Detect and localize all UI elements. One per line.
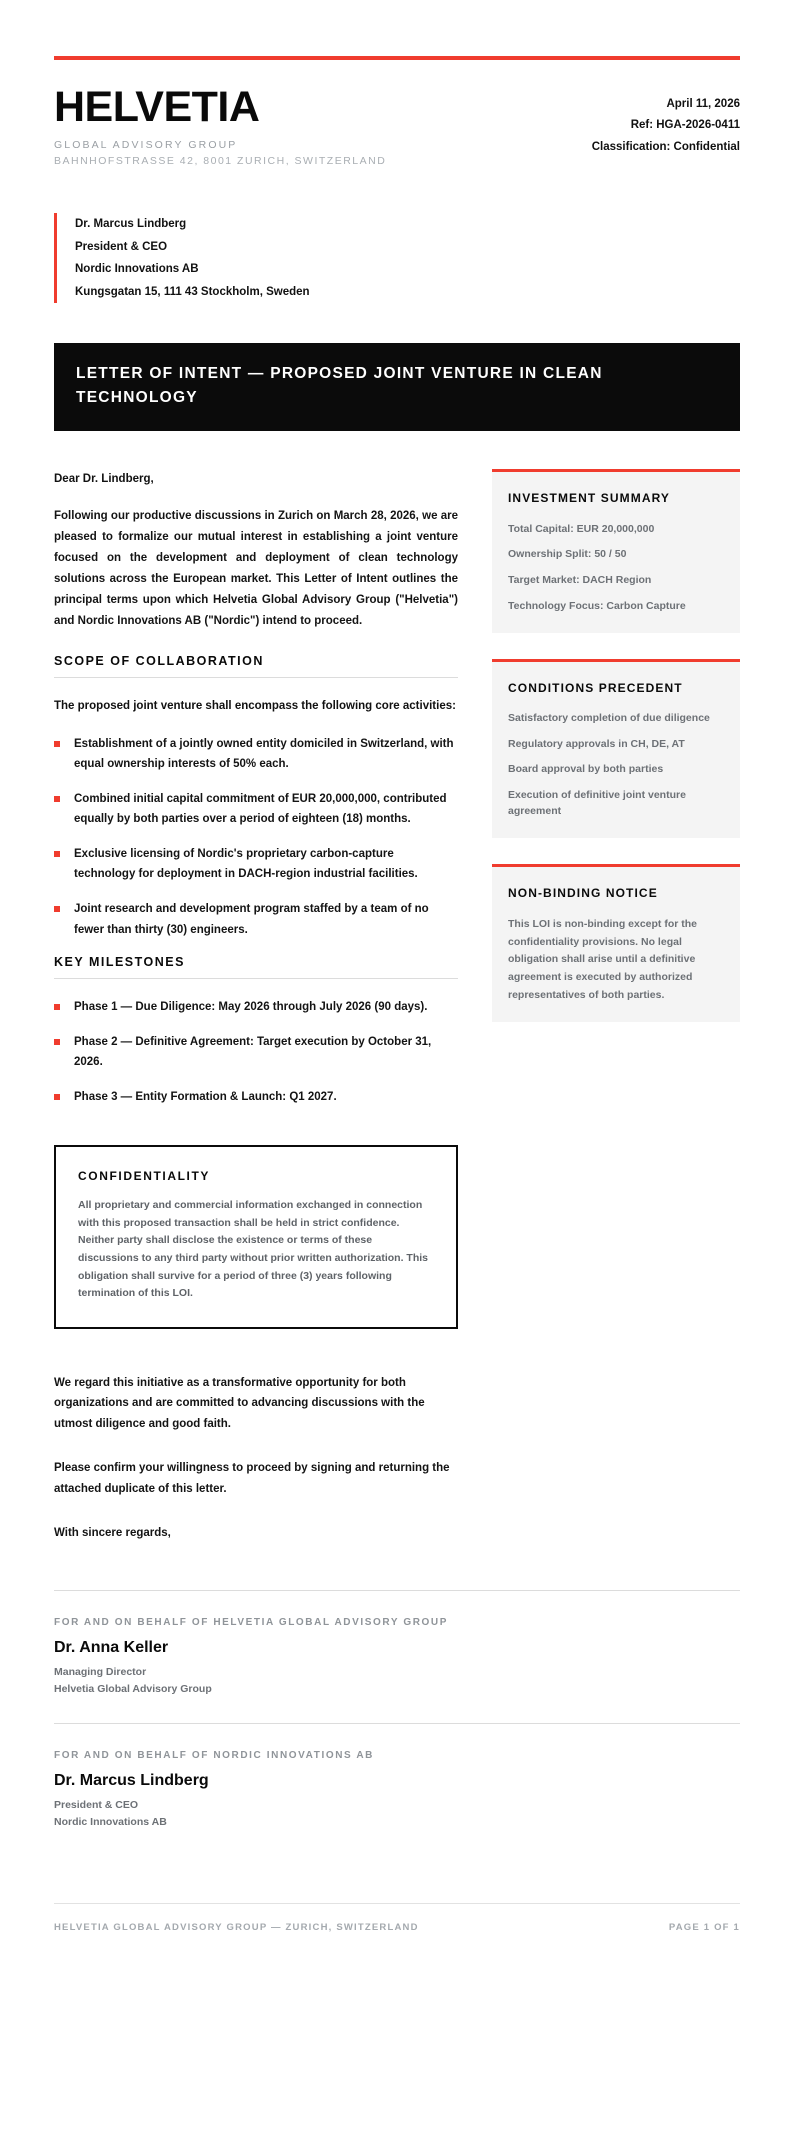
confidentiality-box [54, 1145, 458, 1329]
signatory-name: Dr. Anna Keller [54, 1638, 169, 1656]
signatory-company: Helvetia Global Advisory Group [54, 1682, 212, 1695]
signature-block-nordic [54, 1750, 740, 1857]
closing-paragraph-2: Please confirm your willingness to proceed by signing and returning the attached duplicate of this letter. [54, 1462, 450, 1495]
signatory-company: Nordic Innovations AB [54, 1816, 167, 1829]
brand-block [54, 83, 387, 169]
brand-tagline: GLOBAL ADVISORY GROUP [54, 138, 238, 151]
recipient-block [54, 213, 740, 303]
list-item: Exclusive licensing of Nordic's proprietary carbon-capture technology for deployment in DACH-region industrial facilities. [54, 844, 458, 884]
non-binding-notice-heading: NON-BINDING NOTICE [508, 885, 658, 900]
confidentiality-text: All proprietary and commercial information exchanged in connection with this proposed transaction shall be held in strict confidence. Neither party shall disclose the existence or terms of these discussions to any third party without prior written authorization. This obligation shall survive for a period of three (3) years following termination of this LOI. [78, 1199, 429, 1300]
brand-address: BAHNHOFSTRASSE 42, 8001 ZURICH, SWITZERLAND [54, 155, 387, 168]
signature-divider [54, 1590, 740, 1591]
condition-row: Satisfactory completion of due diligence [508, 711, 710, 724]
signature-block-helvetia [54, 1617, 740, 1724]
investment-summary-heading: INVESTMENT SUMMARY [508, 491, 671, 506]
opening-paragraph: Following our productive discussions in Zurich on March 28, 2026, we are pleased to formalize our mutual interest in establishing a joint venture focused on the development and deployment of clean technology solutions across the European market. This Letter of Intent outlines the principal terms upon which Helvetia Global Advisory Group ("Helvetia") and Nordic Innovations AB ("Nordic") intend to proceed. [54, 510, 458, 627]
signatures-section [54, 1590, 740, 1857]
scope-lead: The proposed joint venture shall encompass the following core activities: [54, 699, 456, 712]
conditions-precedent-card [492, 659, 740, 838]
confidentiality-heading: CONFIDENTIALITY [78, 1169, 210, 1184]
list-item: Establishment of a jointly owned entity domiciled in Switzerland, with equal ownership interests of 50% each. [54, 734, 458, 774]
signature-divider [54, 1723, 740, 1724]
list-item: Phase 2 — Definitive Agreement: Target execution by October 31, 2026. [54, 1032, 458, 1072]
recipient-name: Dr. Marcus Lindberg [75, 218, 187, 231]
closing-paragraph-1: We regard this initiative as a transformative opportunity for both organizations and are committed to advancing discussions with the utmost diligence and good faith. [54, 1376, 425, 1430]
footer-right: PAGE 1 OF 1 [668, 1921, 740, 1933]
milestones-heading: KEY MILESTONES [54, 955, 458, 979]
recipient-company: Nordic Innovations AB [75, 263, 199, 276]
main-column [54, 469, 458, 1329]
condition-row: Execution of definitive joint venture agreement [508, 789, 686, 817]
sign-off: With sincere regards, [54, 1527, 171, 1540]
list-item: Phase 3 — Entity Formation & Launch: Q1 2027. [54, 1087, 458, 1107]
list-item: Joint research and development program staffed by a team of no fewer than thirty (30) engineers. [54, 899, 458, 939]
list-item: Phase 1 — Due Diligence: May 2026 through July 2026 (90 days). [54, 997, 458, 1017]
document-reference: Ref: HGA-2026-0411 [630, 119, 740, 132]
condition-row: Board approval by both parties [508, 763, 664, 776]
footer-left: HELVETIA GLOBAL ADVISORY GROUP — ZURICH, SWITZERLAND [54, 1921, 419, 1933]
non-binding-notice-card [492, 864, 740, 1023]
condition-row: Regulatory approvals in CH, DE, AT [508, 737, 685, 750]
scope-list [54, 734, 458, 940]
body-grid [54, 469, 740, 1329]
signatory-title: President & CEO [54, 1799, 139, 1812]
document-title: LETTER OF INTENT — PROPOSED JOINT VENTURE IN CLEAN TECHNOLOGY [76, 365, 603, 407]
document-classification: Classification: Confidential [591, 140, 740, 153]
milestones-list [54, 997, 458, 1108]
sidebar-column [492, 469, 740, 1048]
closing-block [54, 1373, 458, 1544]
signatory-name: Dr. Marcus Lindberg [54, 1772, 209, 1790]
recipient-address: Kungsgatan 15, 111 43 Stockholm, Sweden [75, 285, 310, 298]
investment-summary-card [492, 469, 740, 632]
signature-for-line: FOR AND ON BEHALF OF HELVETIA GLOBAL ADVISORY GROUP [54, 1616, 449, 1628]
signatory-title: Managing Director [54, 1665, 147, 1678]
conditions-precedent-heading: CONDITIONS PRECEDENT [508, 680, 683, 695]
summary-row: Ownership Split: 50 / 50 [508, 548, 627, 561]
recipient-title: President & CEO [75, 240, 168, 253]
list-item: Combined initial capital commitment of EUR 20,000,000, contributed equally by both parties over a period of eighteen (18) months. [54, 789, 458, 829]
document-date: April 11, 2026 [666, 98, 740, 110]
summary-row: Total Capital: EUR 20,000,000 [508, 522, 655, 535]
signature-for-line: FOR AND ON BEHALF OF NORDIC INNOVATIONS AB [54, 1750, 374, 1762]
document-title-banner [54, 343, 740, 431]
accent-top-rule [54, 56, 740, 60]
scope-heading: SCOPE OF COLLABORATION [54, 654, 458, 678]
letterhead [54, 83, 740, 169]
page-footer [54, 1903, 740, 1933]
brand-name: HELVETIA [54, 83, 260, 131]
non-binding-notice-text: This LOI is non-binding except for the confidentiality provisions. No legal obligation shall arise until a definitive agreement is executed by authorized representatives of both parties. [508, 918, 697, 1001]
salutation: Dear Dr. Lindberg, [54, 473, 154, 486]
document-meta [592, 86, 740, 158]
summary-row: Technology Focus: Carbon Capture [508, 599, 686, 612]
summary-row: Target Market: DACH Region [508, 574, 652, 586]
